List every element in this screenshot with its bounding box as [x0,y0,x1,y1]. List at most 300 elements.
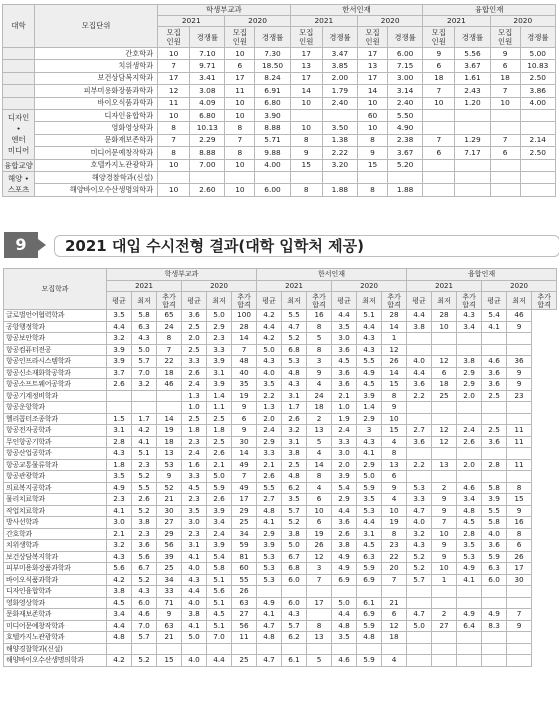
table-cell: 3.4 [107,609,132,621]
dept-name: 바이오식품과학과 [4,574,107,586]
table-row [4,528,557,540]
table-cell: 14 [232,333,257,345]
table-cell: 6.4 [457,620,482,632]
table-row [4,574,557,586]
table-cell: 3.1 [282,390,307,402]
table-cell: 10 [225,48,255,60]
table-row [4,482,557,494]
table-cell: 2.6 [182,367,207,379]
table-cell: 9.88 [255,147,290,159]
header-col: 평균 [107,292,132,310]
table-cell: 5.7 [132,356,157,368]
table-cell: 3.50 [322,122,357,134]
table-row [4,597,557,609]
table-cell: 3.9 [207,505,232,517]
table-cell: 6 [382,609,407,621]
header-unit: 모집학과 [4,269,107,310]
table-cell: 2.5 [482,390,507,402]
table-cell: 6.3 [357,551,382,563]
table-cell: 3.08 [190,85,225,97]
table-cell: 8 [382,390,407,402]
table-cell: 7.0 [207,632,232,644]
table-cell: 4.3 [282,379,307,391]
table-cell: 14 [157,413,182,425]
table-cell: 2.38 [387,134,422,146]
table-cell: 6.3 [482,563,507,575]
table-row [4,632,557,644]
dept-name: 치위생학과 [4,540,107,552]
table-cell: 3.2 [107,540,132,552]
dept-name: 치위생학과 [35,60,158,72]
table-cell: 4.4 [257,321,282,333]
table-cell [457,655,482,667]
table-cell: 5.20 [387,159,422,171]
table-cell: 3.67 [387,147,422,159]
table-cell: 8.3 [482,620,507,632]
header-col: 평균 [482,292,507,310]
univ-cell [3,60,35,72]
table-cell: 4.1 [457,574,482,586]
table-cell: 26 [232,586,257,598]
table-cell: 4.00 [255,159,290,171]
table-cell: 7 [158,60,190,72]
table-cell: 5.8 [207,563,232,575]
table-cell: 10.83 [520,60,555,72]
dept-name: 항공산업공학과 [4,448,107,460]
table-cell: 3.4 [207,517,232,529]
table-cell: 23 [382,540,407,552]
table-cell: 33 [157,586,182,598]
table-cell: 1.8 [207,425,232,437]
table-cell: 3.6 [182,310,207,322]
table-cell [457,643,482,655]
table-cell: 8 [158,122,190,134]
table-cell: 9 [232,402,257,414]
table-cell [457,344,482,356]
table-cell: 3.6 [407,379,432,391]
table-cell: 4.8 [282,367,307,379]
table-cell: 10 [307,505,332,517]
header-col: 평균 [182,292,207,310]
table-cell [382,643,407,655]
table-cell: 15 [358,159,388,171]
table-cell: 10 [382,413,407,425]
table-cell: 9 [382,402,407,414]
table-cell: 7.0 [132,620,157,632]
table-cell: 5.50 [387,109,422,121]
table-cell: 25 [232,517,257,529]
table-cell [432,586,457,598]
table-cell: 9 [432,505,457,517]
table-cell: 10 [225,109,255,121]
table-cell: 2.8 [482,459,507,471]
table-row [3,60,556,72]
table-cell: 3.1 [282,436,307,448]
table-cell: 2.8 [107,436,132,448]
table-cell: 4.09 [190,97,225,109]
table-cell: 11 [225,85,255,97]
header-col: 최저 [507,292,532,310]
table-cell: 4 [382,436,407,448]
table-cell [407,344,432,356]
table-cell [507,333,532,345]
table-cell: 23 [507,390,532,402]
table-row [4,310,557,322]
table-cell: 39 [157,551,182,563]
dept-name: 해양경찰학과(신설) [4,643,107,655]
table-cell: 2.4 [207,528,232,540]
table-cell [507,586,532,598]
table-cell: 28 [382,310,407,322]
table-cell: 4.1 [357,448,382,460]
table-cell: 17 [507,563,532,575]
table-cell: 26 [307,540,332,552]
table-cell: 3.9 [107,344,132,356]
table-cell: 12 [432,356,457,368]
table-cell: 3.5 [457,540,482,552]
table-cell [407,448,432,460]
table-cell: 7 [232,344,257,356]
header-group-hanseo: 한서인재 [257,269,407,281]
table-cell: 3 [307,356,332,368]
table-cell: 4.9 [457,563,482,575]
table-cell: 7 [158,134,190,146]
table-cell: 6.2 [282,482,307,494]
table-cell: 4.7 [257,620,282,632]
table-cell: 1.0 [332,402,357,414]
table-cell: 3.0 [332,333,357,345]
table-cell: 4.3 [107,448,132,460]
table-cell: 3 [307,563,332,575]
table-cell: 3.3 [407,494,432,506]
table-cell: 2.9 [257,528,282,540]
table-cell: 2.22 [322,147,357,159]
table-cell [432,643,457,655]
table-cell: 3.5 [357,494,382,506]
table-cell [423,184,455,196]
table-cell: 4.5 [357,379,382,391]
table-cell [107,643,132,655]
table-row [4,471,557,483]
table-row [3,109,556,121]
table-cell [407,597,432,609]
table-row [4,586,557,598]
table-cell: 3.8 [457,356,482,368]
table-cell: 4.3 [182,574,207,586]
table-cell [520,109,555,121]
table-cell: 63 [232,597,257,609]
table-cell: 7 [423,85,455,97]
table-cell: 15 [507,494,532,506]
dept-name: 디자인융합학과 [35,109,158,121]
table-cell: 28 [232,321,257,333]
table-cell: 1.5 [107,413,132,425]
table-cell [457,586,482,598]
dept-name: 영화영상학과 [4,597,107,609]
table-cell [455,109,490,121]
table-cell: 3.6 [332,517,357,529]
header-group-hanseo: 한서인재 [290,5,423,16]
table-cell [407,333,432,345]
table-row [3,85,556,97]
univ-label: 디자인 • 엔터 미디어 [3,109,35,159]
table-cell: 5.1 [357,310,382,322]
header-col: 추가 합격 [232,292,257,310]
table-cell [332,643,357,655]
table-cell: 4.5 [457,517,482,529]
table-cell: 4.3 [257,356,282,368]
table-cell: 21 [157,494,182,506]
table-cell: 5.2 [407,551,432,563]
table-cell: 2.6 [257,471,282,483]
table-cell: 7 [157,344,182,356]
table-cell: 5.2 [282,517,307,529]
table-cell: 13 [307,632,332,644]
table-cell: 27 [232,609,257,621]
dept-name: 의료복지공학과 [4,482,107,494]
header-col: 평균 [257,292,282,310]
table-cell: 9.71 [190,60,225,72]
dept-name: 해양바이오수산생명의학과 [35,184,158,196]
table-cell: 4.8 [332,620,357,632]
table-cell [520,159,555,171]
table-cell: 2.2 [407,459,432,471]
table-cell [482,597,507,609]
table-cell: 16 [507,517,532,529]
table-cell [482,655,507,667]
dept-name: 물리치료학과 [4,494,107,506]
dept-name: 헬리콥터조종학과 [4,413,107,425]
table-cell: 5.0 [132,344,157,356]
table-cell [457,632,482,644]
table-cell [357,643,382,655]
header-group-yunghap: 융합인재 [423,5,556,16]
table-cell: 4.1 [257,609,282,621]
table-cell: 2.3 [182,436,207,448]
table-cell: 10 [432,528,457,540]
table-cell: 3.6 [482,367,507,379]
table-cell: 5.1 [207,574,232,586]
table-row [3,48,556,60]
table-cell: 6 [307,494,332,506]
header-col: 추가 합격 [307,292,332,310]
table-row [4,333,557,345]
table-cell [457,413,482,425]
table-cell: 7.17 [455,147,490,159]
table-cell [455,159,490,171]
table-cell: 3.5 [182,505,207,517]
dept-name: 해양경찰학과(신설) [35,171,158,183]
table-cell: 4.0 [182,563,207,575]
table-cell [507,448,532,460]
dept-name: 항공컴퓨터전공 [4,344,107,356]
table-row [4,367,557,379]
table-cell: 1.88 [387,184,422,196]
table-cell: 4.7 [407,609,432,621]
table-cell: 4.7 [257,655,282,667]
table-cell: 3.5 [107,471,132,483]
table-cell: 17 [358,48,388,60]
table-cell: 3.3 [257,448,282,460]
table-cell: 30 [507,574,532,586]
table-cell: 2.40 [322,97,357,109]
table-cell [482,643,507,655]
table-cell: 9 [157,609,182,621]
table-cell: 36 [507,356,532,368]
table-cell: 8 [307,471,332,483]
dept-name: 호텔카지노관광학과 [4,632,107,644]
table-cell: 21 [382,597,407,609]
header-col: 추가 합격 [457,292,482,310]
table-cell [190,171,225,183]
table-cell: 4.2 [107,574,132,586]
table-cell: 2.5 [182,321,207,333]
table-cell: 17 [307,597,332,609]
table-cell: 3.90 [255,109,290,121]
table-cell: 19 [382,517,407,529]
table-cell: 5.0 [257,344,282,356]
table-cell: 8 [382,528,407,540]
table-cell: 2.9 [257,436,282,448]
dept-name: 글로벌언어협력학과 [4,310,107,322]
table-cell: 2.43 [455,85,490,97]
table-cell: 4.4 [332,609,357,621]
table-cell: 11 [507,425,532,437]
table-cell: 2.3 [182,494,207,506]
table-cell: 1.4 [357,402,382,414]
table-cell [455,171,490,183]
dept-name: 항공전자공학과 [4,425,107,437]
table-cell: 1.7 [282,402,307,414]
table-cell: 3.85 [322,60,357,72]
dept-name: 방사선학과 [4,517,107,529]
table-cell: 13 [290,60,322,72]
table-cell: 26 [507,551,532,563]
table-cell: 4.5 [182,482,207,494]
table-cell: 8 [307,620,332,632]
table-cell: 6.1 [357,597,382,609]
table-cell: 100 [232,310,257,322]
table-cell [423,122,455,134]
table-cell: 4.6 [332,655,357,667]
table-cell [457,448,482,460]
table-cell: 6 [490,60,520,72]
table-cell: 2.4 [257,425,282,437]
table-cell: 8 [290,134,322,146]
table-cell: 1.1 [207,402,232,414]
dept-name: 항공신소재화학공학과 [4,367,107,379]
table-cell: 5.3 [457,551,482,563]
dept-name: 피부미용화장품과학과 [4,563,107,575]
table-cell: 55 [232,574,257,586]
table-cell [432,413,457,425]
header-year: 2021 [290,16,357,27]
table-cell: 14 [382,367,407,379]
table-cell: 4.3 [357,344,382,356]
table-cell: 6.80 [255,97,290,109]
table-cell: 4.3 [457,310,482,322]
table-cell: 22 [382,551,407,563]
table-cell: 2.9 [457,379,482,391]
table-cell: 4.7 [282,321,307,333]
header-col: 평균 [407,292,432,310]
table-cell: 4.5 [107,597,132,609]
table-cell: 5.2 [132,574,157,586]
table-cell: 2.4 [182,448,207,460]
table-cell: 4.4 [357,321,382,333]
table-cell: 17 [232,494,257,506]
table-cell: 18 [432,379,457,391]
table-cell: 5 [307,333,332,345]
table-cell: 5.9 [357,563,382,575]
table-cell: 5.9 [357,620,382,632]
header-col: 최저 [282,292,307,310]
table-cell: 4.5 [332,356,357,368]
table-cell: 7.30 [255,48,290,60]
table-cell: 13 [432,459,457,471]
table-cell: 3.2 [407,528,432,540]
table-cell: 10.13 [190,122,225,134]
table-cell: 2.1 [257,459,282,471]
dept-name: 피부미용화장품과학과 [35,85,158,97]
table-cell: 3.0 [182,517,207,529]
table-cell: 27 [157,517,182,529]
table-cell: 8 [225,147,255,159]
table-cell: 11 [507,436,532,448]
table-cell: 3.7 [107,367,132,379]
table-cell: 5.3 [282,356,307,368]
table-cell: 10 [158,159,190,171]
table-cell: 3.0 [107,517,132,529]
table-cell: 4.0 [482,528,507,540]
table-cell: 24 [307,390,332,402]
table-cell: 9 [507,620,532,632]
table-cell: 6.00 [255,184,290,196]
table-cell: 10 [290,97,322,109]
table-cell: 3.3 [207,344,232,356]
table-cell [432,597,457,609]
univ-cell [3,72,35,84]
table-cell: 5.9 [482,551,507,563]
table-row [4,344,557,356]
table-cell: 3.8 [282,528,307,540]
header-col: 추가 합격 [532,292,557,310]
table-cell: 3.41 [190,72,225,84]
table-cell: 63 [157,620,182,632]
table-cell: 2 [432,482,457,494]
table-cell: 5.71 [255,134,290,146]
table-cell: 7.0 [132,367,157,379]
table-cell: 6.0 [282,597,307,609]
dept-name: 영화영상학과 [35,122,158,134]
table-cell: 3.9 [332,471,357,483]
table-cell: 3.3 [332,436,357,448]
table-cell: 3.47 [322,48,357,60]
table-cell: 5.2 [132,471,157,483]
table-cell: 4 [307,379,332,391]
table-cell: 4.9 [107,482,132,494]
table-cell: 8 [157,333,182,345]
table-cell: 2.6 [207,448,232,460]
table-cell: 3.9 [257,540,282,552]
table-cell: 2.6 [132,494,157,506]
table-cell: 4 [307,448,332,460]
table-cell: 6 [432,367,457,379]
table-cell: 2.1 [207,459,232,471]
table-cell [322,171,357,183]
table-cell: 5.0 [207,471,232,483]
table-cell [257,643,282,655]
